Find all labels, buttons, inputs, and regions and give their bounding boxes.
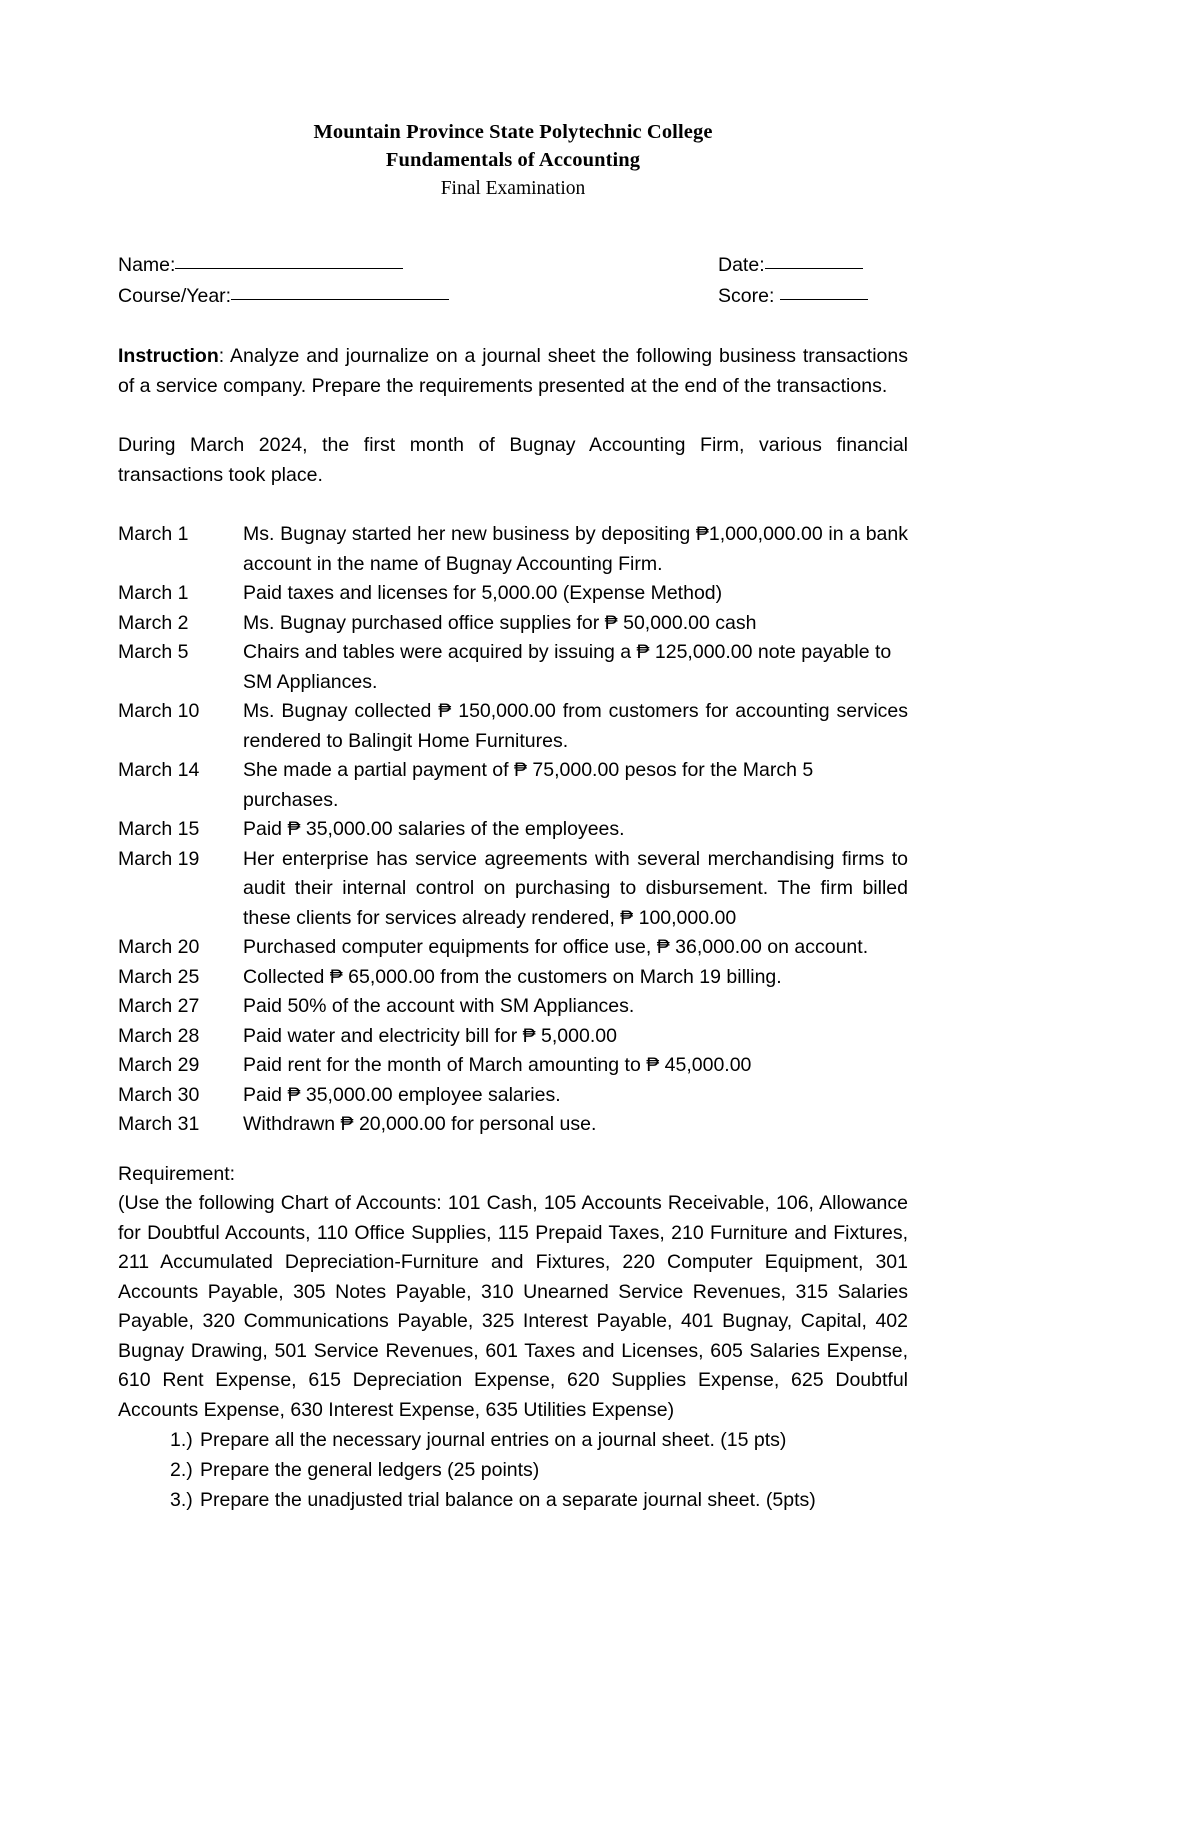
score-label: Score: — [718, 285, 780, 307]
transaction-date: March 1 — [118, 582, 189, 604]
name-label: Name: — [118, 254, 176, 276]
transaction-date: March 14 — [118, 759, 200, 781]
transaction-row — [118, 520, 908, 579]
requirement-text: Prepare the general ledgers (25 points) — [200, 1459, 540, 1481]
requirement-text: Prepare all the necessary journal entries on a journal sheet. (15 pts) — [200, 1429, 787, 1451]
transaction-date: March 31 — [118, 1113, 200, 1135]
intro-paragraph: During March 2024, the first month of Bugnay Accounting Firm, various financial transactions took place. — [118, 434, 908, 486]
transaction-description: Her enterprise has service agreements with several merchandising firms to audit their internal control on purchasing to disbursement. The firm billed these clients for services already rendered, ₱ 100,000.00 — [243, 847, 908, 929]
institution-name: Mountain Province State Polytechnic College — [313, 121, 713, 143]
document-body — [118, 0, 908, 1515]
transaction-list — [118, 520, 908, 1140]
transaction-row — [118, 579, 908, 609]
instruction-text: Analyze and journalize on a journal sheet the following business transactions of a service company. Prepare the requirements presented at the end of the transactions. — [118, 345, 908, 397]
transaction-date: March 27 — [118, 995, 200, 1017]
transaction-description: Paid ₱ 35,000.00 employee salaries. — [243, 1083, 561, 1106]
requirement-item — [170, 1425, 908, 1455]
transaction-row — [118, 845, 908, 934]
course-title: Fundamentals of Accounting — [385, 149, 641, 171]
course-score-row — [118, 281, 908, 312]
transaction-row — [118, 638, 908, 697]
course-year-field-group — [118, 281, 718, 312]
transaction-date: March 28 — [118, 1024, 200, 1047]
requirement-number: 2.) — [170, 1459, 193, 1481]
transaction-description: Withdrawn ₱ 20,000.00 for personal use. — [243, 1113, 597, 1135]
transaction-row — [118, 756, 908, 815]
transaction-description: Ms. Bugnay collected ₱ 150,000.00 from customers for accounting services rendered to Balingit Home Furnitures. — [243, 700, 908, 752]
transaction-date: March 30 — [118, 1083, 200, 1106]
score-input-rule[interactable] — [780, 299, 868, 300]
transaction-date: March 10 — [118, 700, 200, 722]
transaction-date: March 29 — [118, 1054, 200, 1076]
transaction-date: March 2 — [118, 611, 189, 634]
transaction-date: March 5 — [118, 641, 189, 663]
requirement-text: Prepare the unadjusted trial balance on a separate journal sheet. (5pts) — [200, 1489, 816, 1511]
requirement-items — [118, 1425, 908, 1515]
date-label: Date: — [718, 254, 765, 276]
requirement-title: Requirement: — [118, 1162, 236, 1185]
transaction-description: Collected ₱ 65,000.00 from the customers on March 19 billing. — [243, 965, 782, 988]
chart-of-accounts-paragraph: (Use the following Chart of Accounts: 101 Cash, 105 Accounts Receivable, 106, Allowance for Doubtful Accounts, 110 Office Supplies, 115 Prepaid Taxes, 210 Furniture and Fixtures, 211 Accumulated Depreciation-Furniture and Fixtures, 220 Computer Equipment, 301 Accounts Payable, 305 Notes Payable, 310 Unearned Service Revenues, 315 Salaries Payable, 320 Communications Payable, 325 Interest Payable, 401 Bugnay, Capital, 402 Bugnay Drawing, 501 Service Revenues, 601 Taxes and Licenses, 605 Salaries Expense, 610 Rent Expense, 615 Depreciation Expense, 620 Supplies Expense, 625 Doubtful Accounts Expense, 630 Interest Expense, 635 Utilities Expense) — [118, 1192, 908, 1421]
name-date-row — [118, 250, 908, 281]
document-heading — [118, 118, 908, 203]
instruction-label: Instruction — [118, 345, 219, 367]
transaction-row — [118, 609, 908, 639]
transaction-date: March 19 — [118, 847, 200, 870]
name-input-rule[interactable] — [175, 268, 403, 269]
transaction-row — [118, 1110, 908, 1140]
score-field-group — [718, 281, 868, 312]
transaction-row — [118, 1051, 908, 1081]
requirement-number: 1.) — [170, 1429, 193, 1451]
exam-title: Final Examination — [440, 178, 586, 199]
name-field-group — [118, 250, 718, 281]
transaction-row — [118, 1081, 908, 1111]
transaction-description: She made a partial payment of ₱ 75,000.00 pesos for the March 5 purchases. — [243, 759, 814, 811]
transaction-date: March 1 — [118, 523, 189, 545]
transaction-description: Paid 50% of the account with SM Appliances. — [243, 995, 635, 1017]
requirement-number: 3.) — [170, 1489, 193, 1511]
course-year-label: Course/Year: — [118, 285, 232, 307]
transaction-description: Paid rent for the month of March amounting to ₱ 45,000.00 — [243, 1054, 752, 1076]
requirement-item — [170, 1485, 908, 1515]
transaction-date: March 15 — [118, 818, 200, 840]
transaction-description: Ms. Bugnay started her new business by depositing ₱1,000,000.00 in a bank account in the name of Bugnay Accounting Firm. — [243, 523, 908, 575]
transaction-description: Paid taxes and licenses for 5,000.00 (Expense Method) — [243, 582, 723, 604]
transaction-date: March 25 — [118, 965, 200, 988]
instruction-colon: : — [218, 345, 230, 367]
transaction-row — [118, 963, 908, 993]
transaction-description: Paid ₱ 35,000.00 salaries of the employees. — [243, 818, 625, 840]
requirement-item — [170, 1455, 908, 1485]
instruction-paragraph — [118, 342, 908, 401]
transaction-row — [118, 815, 908, 845]
student-fields — [118, 250, 908, 312]
transaction-description: Ms. Bugnay purchased office supplies for ₱ 50,000.00 cash — [243, 611, 757, 634]
transaction-row — [118, 992, 908, 1022]
transaction-row — [118, 1022, 908, 1052]
transaction-row — [118, 697, 908, 756]
transaction-description: Paid water and electricity bill for ₱ 5,000.00 — [243, 1024, 617, 1047]
date-field-group — [718, 250, 863, 281]
transaction-description: Chairs and tables were acquired by issuing a ₱ 125,000.00 note payable to SM Appliances. — [243, 641, 892, 693]
transaction-row — [118, 933, 908, 963]
transaction-description: Purchased computer equipments for office use, ₱ 36,000.00 on account. — [243, 936, 869, 958]
course-year-input-rule[interactable] — [231, 299, 449, 300]
date-input-rule[interactable] — [765, 268, 863, 269]
transaction-date: March 20 — [118, 936, 200, 958]
